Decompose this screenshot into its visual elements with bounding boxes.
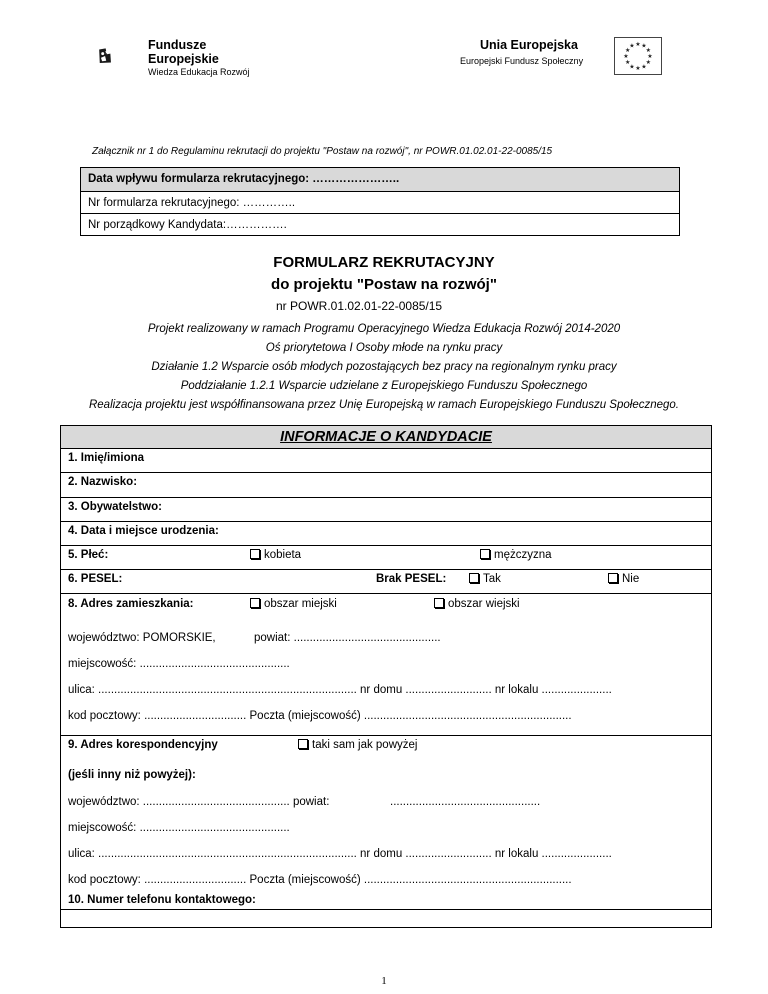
field-address-label: 8. Adres zamieszkania: [68, 598, 194, 610]
address-street[interactable]: ulica: ................................................................................. nr domu ........................... nr lokalu ...................... [68, 684, 612, 696]
sex-female-option[interactable]: kobieta [250, 549, 301, 561]
eu-flag-icon [614, 37, 662, 75]
form-subtitle: do projektu "Postaw na rozwój" [271, 276, 497, 293]
field-pesel-label: 6. PESEL: [68, 573, 123, 585]
form-title: FORMULARZ REKRUTACYJNY [273, 254, 495, 271]
checkbox-icon[interactable] [608, 573, 618, 583]
fe-logo-line3: Wiedza Edukacja Rozwój [148, 67, 250, 77]
field-last-name[interactable]: 2. Nazwisko: [68, 476, 138, 488]
corr-street[interactable]: ulica: ................................................................................. nr domu ........................... nr lokalu ...................... [68, 848, 612, 860]
intake-form-nr: Nr formularza rekrutacyjnego: ………….. [81, 191, 679, 213]
field-first-name[interactable]: 1. Imię/imiona [68, 452, 145, 464]
no-pesel-yes-option[interactable]: Tak [469, 573, 501, 585]
checkbox-icon[interactable] [469, 573, 479, 583]
no-pesel-label: Brak PESEL: [376, 573, 447, 585]
intake-date: Data wpływu formularza rekrutacyjnego: ………………….. [81, 168, 679, 191]
checkbox-icon[interactable] [250, 598, 260, 608]
no-pesel-no-option[interactable]: Nie [608, 573, 639, 585]
svg-text:★: ★ [629, 63, 635, 71]
project-info-line: Projekt realizowany w ramach Programu Operacyjnego Wiedza Edukacja Rozwój 2014-2020 [147, 323, 621, 335]
svg-text:★: ★ [641, 63, 647, 71]
project-info-line: Działanie 1.2 Wsparcie osób młodych pozostających bez pracy na regionalnym rynku pracy [151, 361, 617, 373]
address-voivodeship[interactable]: województwo: POMORSKIE, [68, 632, 216, 644]
field-citizenship[interactable]: 3. Obywatelstwo: [68, 501, 162, 513]
svg-text:★: ★ [635, 65, 641, 72]
svg-text:★: ★ [645, 59, 651, 66]
svg-text:★: ★ [625, 47, 631, 54]
same-as-above-option[interactable]: taki sam jak powyżej [298, 739, 417, 751]
corr-locality[interactable]: miejscowość: ............................................... [68, 822, 290, 834]
project-info-line: Oś priorytetowa I Osoby młode na rynku pracy [265, 342, 503, 354]
checkbox-icon[interactable] [434, 598, 444, 608]
field-birth-date-place[interactable]: 4. Data i miejsce urodzenia: [68, 525, 219, 537]
svg-text:★: ★ [629, 42, 635, 50]
intake-box [80, 167, 680, 236]
svg-text:★: ★ [645, 47, 651, 54]
address-county[interactable]: powiat: .............................................. [254, 632, 441, 644]
eu-logo-line2: Europejski Fundusz Społeczny [460, 56, 584, 66]
page-number: 1 [381, 975, 387, 987]
corr-postcode[interactable]: kod pocztowy: ................................ Poczta (miejscowość) ................................................................. [68, 874, 572, 886]
form-project-nr: nr POWR.01.02.01-22-0085/15 [276, 299, 443, 313]
checkbox-icon[interactable] [298, 739, 308, 749]
rural-area-option[interactable]: obszar wiejski [434, 598, 520, 610]
urban-area-option[interactable]: obszar miejski [250, 598, 337, 610]
candidate-section-header: INFORMACJE O KANDYDACIE [61, 426, 711, 449]
fe-logo-line2: Europejskie [148, 52, 219, 66]
svg-text:★: ★ [625, 59, 631, 66]
project-info-line: Realizacja projektu jest współfinansowana przez Unię Europejską w ramach Europejskiego Funduszu Społecznego. [88, 399, 679, 411]
address-locality[interactable]: miejscowość: ............................................... [68, 658, 290, 670]
fundusze-europejskie-logo [98, 28, 148, 84]
field-sex-label: 5. Płeć: [68, 549, 109, 561]
checkbox-icon[interactable] [250, 549, 260, 559]
eu-logo-line1: Unia Europejska [480, 38, 578, 52]
fe-logo-line1: Fundusze [148, 38, 207, 52]
svg-text:★: ★ [641, 42, 647, 50]
corr-if-other-label: (jeśli inny niż powyżej): [68, 769, 196, 781]
sex-male-option[interactable]: mężczyzna [480, 549, 552, 561]
corr-county[interactable]: ............................................... [390, 796, 541, 808]
field-phone[interactable]: 10. Numer telefonu kontaktowego: [68, 894, 256, 906]
field-corr-address-label: 9. Adres korespondencyjny [68, 739, 218, 751]
project-info-line: Poddziałanie 1.2.1 Wsparcie udzielane z Europejskiego Funduszu Społecznego [180, 380, 588, 392]
annex-note: Załącznik nr 1 do Regulaminu rekrutacji do projektu "Postaw na rozwój", nr POWR.01.02.01-22-0085/15 [92, 146, 553, 157]
checkbox-icon[interactable] [480, 549, 490, 559]
address-postcode[interactable]: kod pocztowy: ................................ Poczta (miejscowość) ................................................................. [68, 710, 572, 722]
svg-text:★: ★ [647, 53, 653, 60]
intake-candidate-nr: Nr porządkowy Kandydata:……………. [81, 213, 679, 235]
svg-text:★: ★ [623, 53, 629, 60]
corr-voivodeship[interactable]: województwo: .............................................. powiat: [68, 796, 330, 808]
svg-text:★: ★ [635, 41, 641, 48]
